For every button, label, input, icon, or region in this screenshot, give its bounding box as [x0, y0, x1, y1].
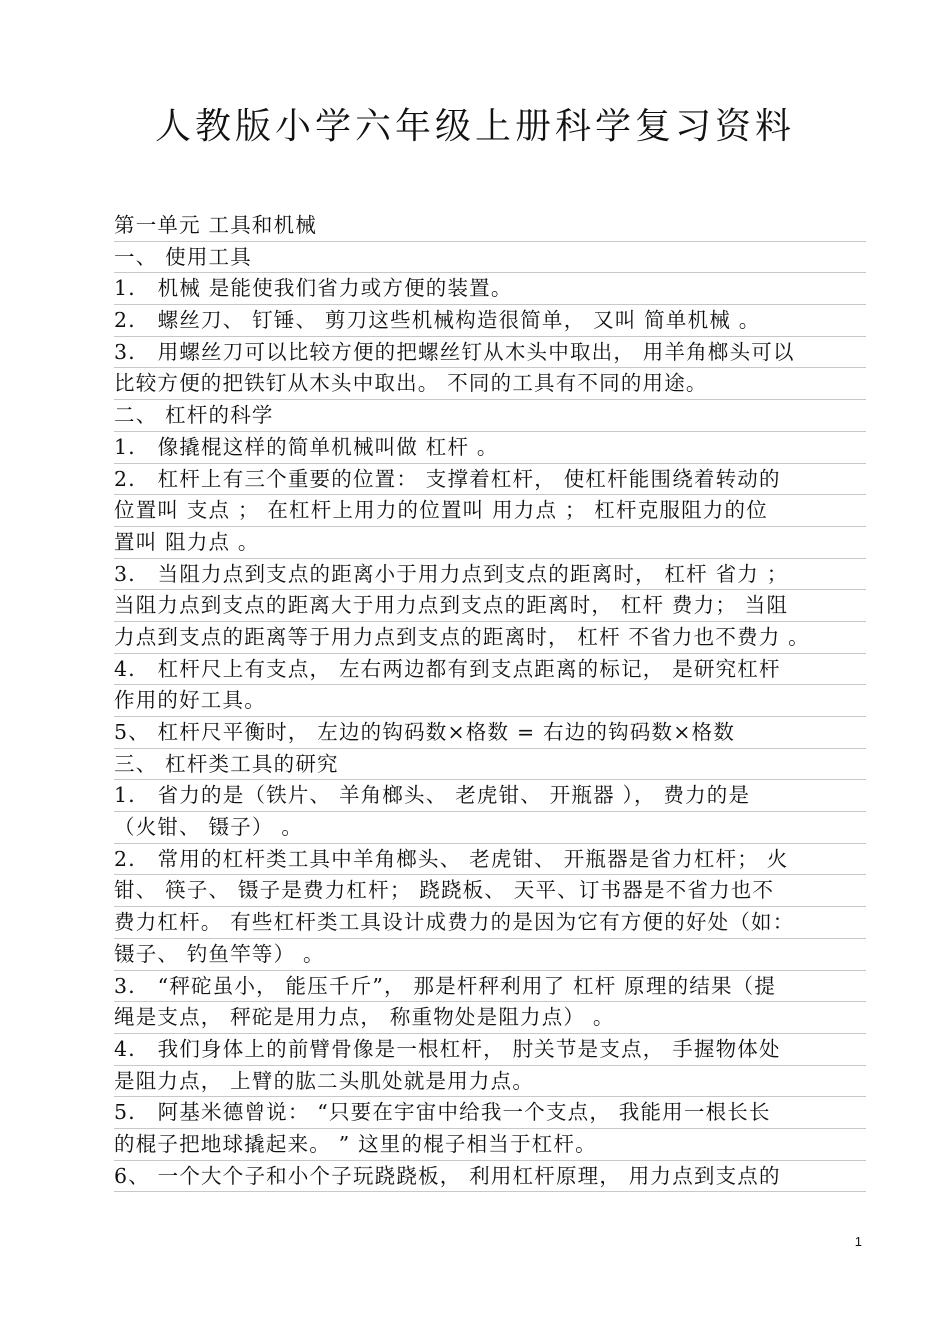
text-line: 当阻力点到支点的距离大于用力点到支点的距离时， 杠杆 费力； 当阻: [114, 590, 866, 622]
text-line: 比较方便的把铁钉从木头中取出。 不同的工具有不同的用途。: [114, 368, 866, 400]
text-line: 3． 用螺丝刀可以比较方便的把螺丝钉从木头中取出， 用羊角榔头可以: [114, 337, 866, 369]
unit-heading: 第一单元 工具和机械: [114, 210, 866, 242]
text-line: 位置叫 支点 ； 在杠杆上用力的位置叫 用力点 ； 杠杆克服阻力的位: [114, 495, 866, 527]
text-line: 1． 省力的是（铁片、 羊角榔头、 老虎钳、 开瓶器 ）， 费力的是: [114, 780, 866, 812]
text-line: （火钳、 镊子） 。: [114, 812, 866, 844]
page-number: 1: [854, 1234, 862, 1249]
text-line: 费力杠杆。 有些杠杆类工具设计成费力的是因为它有方便的好处（如：: [114, 907, 866, 939]
text-line: 的棍子把地球撬起来。 ” 这里的棍子相当于杠杆。: [114, 1129, 866, 1161]
text-line: 作用的好工具。: [114, 685, 866, 717]
text-line: 1． 像撬棍这样的简单机械叫做 杠杆 。: [114, 432, 866, 464]
text-line: 5、 杠杆尺平衡时， 左边的钩码数×格数 = 右边的钩码数×格数: [114, 717, 866, 749]
text-line: 2． 螺丝刀、 钉锤、 剪刀这些机械构造很简单， 又叫 简单机械 。: [114, 305, 866, 337]
text-line: 力点到支点的距离等于用力点到支点的距离时， 杠杆 不省力也不费力 。: [114, 622, 866, 654]
section-heading: 二、 杠杆的科学: [114, 400, 866, 432]
text-line: 4． 杠杆尺上有支点， 左右两边都有到支点距离的标记， 是研究杠杆: [114, 654, 866, 686]
section-heading: 一、 使用工具: [114, 242, 866, 274]
text-line: 2． 杠杆上有三个重要的位置： 支撑着杠杆， 使杠杆能围绕着转动的: [114, 464, 866, 496]
text-line: 1． 机械 是能使我们省力或方便的装置。: [114, 273, 866, 305]
document-body: [114, 210, 866, 1192]
text-line: 绳是支点， 秤砣是用力点， 称重物处是阻力点） 。: [114, 1002, 866, 1034]
text-line: 钳、 筷子、 镊子是费力杠杆； 跷跷板、 天平、订书器是不省力也不: [114, 875, 866, 907]
text-line: 6、 一个大个子和小个子玩跷跷板， 利用杠杆原理， 用力点到支点的: [114, 1161, 866, 1193]
page-title: 人教版小学六年级上册科学复习资料: [154, 106, 795, 147]
text-line: 镊子、 钓鱼竿等） 。: [114, 939, 866, 971]
text-line: 4． 我们身体上的前臂骨像是一根杠杆， 肘关节是支点， 手握物体处: [114, 1034, 866, 1066]
text-line: 3． “秤砣虽小， 能压千斤”， 那是杆秤利用了 杠杆 原理的结果（提: [114, 971, 866, 1003]
text-line: 3． 当阻力点到支点的距离小于用力点到支点的距离时， 杠杆 省力 ；: [114, 559, 866, 591]
section-heading: 三、 杠杆类工具的研究: [114, 749, 866, 781]
text-line: 2． 常用的杠杆类工具中羊角榔头、 老虎钳、 开瓶器是省力杠杆； 火: [114, 844, 866, 876]
text-line: 5． 阿基米德曾说： “只要在宇宙中给我一个支点， 我能用一根长长: [114, 1097, 866, 1129]
text-line: 是阻力点， 上臂的肱二头肌处就是用力点。: [114, 1066, 866, 1098]
text-line: 置叫 阻力点 。: [114, 527, 866, 559]
